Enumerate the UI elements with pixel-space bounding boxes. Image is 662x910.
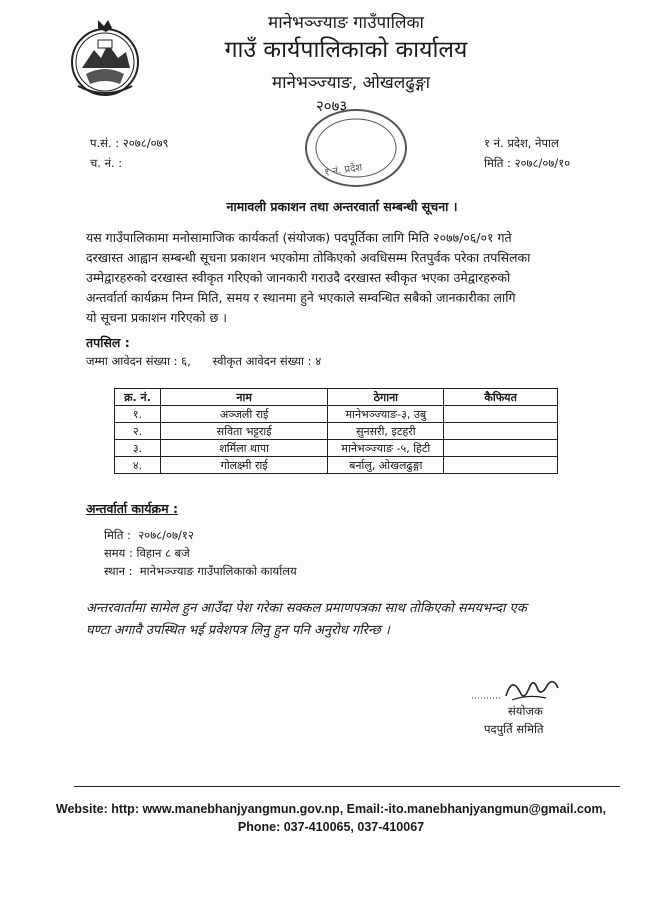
cell-name: अञ्जली राई (160, 406, 328, 423)
body-line: उम्मेद्वारहरुको दरखास्त स्वीकृत गरिएको जानकारी गराउदै दरखास्त स्वीकृत भएका उमेद्वारहरुको (86, 270, 511, 285)
body-line: यो सूचना प्रकाशन गरिएको छ । (86, 310, 227, 325)
body-line: दरखास्त आह्वान सम्बन्धी सूचना प्रकाशन भएकोमा तोकिएको अवधिसम्म रितपुर्वक परेका तपसिलका (86, 250, 531, 265)
request-line: अन्तरवार्तामा सामेल हुन आउँदा पेश गरेका सक्कल प्रमाणपत्रका साथ तोकिएको समयभन्दा एक (86, 601, 527, 616)
col-header-address: ठेगाना (328, 389, 444, 406)
cell-address: सुनसरी, इटहरी (328, 423, 444, 440)
candidate-table (114, 388, 558, 474)
cell-address: मानेभञ्ज्याङ-३, उबु (328, 406, 444, 423)
col-header-name: नाम (160, 389, 328, 406)
province-label: १ नं. प्रदेश, नेपाल (484, 136, 559, 150)
signature-mark (468, 672, 578, 708)
body-line: यस गाउँपालिकामा मनोसामाजिक कार्यकर्ता (संयोजक) पदपूर्तिका लागि मिति २०७७/०६/०१ गते (86, 230, 512, 245)
tapsil-label: तपसिल : (86, 335, 130, 350)
cell-name: गोलक्ष्मी राई (160, 457, 328, 474)
cell-address: मानेभञ्ज्याङ -५, हिटी (328, 440, 444, 457)
cell-name: सविता भट्टराई (160, 423, 328, 440)
notice-body (86, 228, 592, 328)
cell-sn: ३. (115, 440, 161, 457)
stamp-center-text: १ नं. प्रदेश (323, 162, 363, 179)
cell-remarks (444, 423, 558, 440)
cell-name: शर्मिला थापा (160, 440, 328, 457)
dispatch-number: च. नं. : (90, 156, 123, 170)
year-label: २०७३ (316, 97, 348, 115)
footer-phone: Phone: 037-410065, 037-410067 (237, 820, 425, 834)
application-counts: जम्मा आवेदन संख्या : ६, स्वीकृत आवेदन संख्या : ४ (86, 354, 322, 368)
office-stamp (300, 104, 412, 190)
col-header-sn: क्र. नं. (115, 389, 161, 406)
notice-date: मिति : २०७८/०७/१० (484, 156, 571, 170)
table-header-row (115, 389, 558, 406)
notice-title: नामावली प्रकाशन तथा अन्तरवार्ता सम्बन्धी सूचना । (226, 199, 458, 214)
cell-sn: १. (115, 406, 161, 423)
cell-sn: २. (115, 423, 161, 440)
body-line: अन्तर्वार्ता कार्यक्रम निम्न मिति, समय र स्थानमा हुने भएकाले सम्वन्धित सबैको जानकारीका लागि (86, 290, 516, 305)
office-name: गाउँ कार्यपालिकाको कार्यालय (224, 37, 468, 63)
interview-date: मिति : २०७८/०७/१२ (104, 528, 194, 542)
request-line: घण्टा अगावै उपस्थित भई प्रवेशपत्र लिनु हुन पनि अनुरोध गरिन्छ । (86, 623, 390, 638)
cell-remarks (444, 406, 558, 423)
footer-website-email: Website: http: www.manebhanjyangmun.gov.np, Email:-ito.manebhanjyangmun@gmail.com, (55, 802, 607, 816)
request-paragraph (86, 598, 606, 642)
table-row (115, 457, 558, 474)
footer-divider (74, 786, 620, 787)
col-header-remarks: कैफियत (444, 389, 558, 406)
interview-place: स्थान : मानेभञ्ज्याङ गाउँपालिकाको कार्यालय (104, 564, 297, 578)
cell-address: बर्नालु, ओखलढुङ्गा (328, 457, 444, 474)
signatory-committee: पदपुर्ति समिति (484, 722, 544, 736)
table-row (115, 406, 558, 423)
office-address: मानेभञ्ज्याङ, ओखलढुङ्गा (271, 73, 431, 93)
cell-sn: ४. (115, 457, 161, 474)
signatory-role: संयोजक (508, 704, 543, 718)
cell-remarks (444, 440, 558, 457)
interview-heading: अन्तर्वार्ता कार्यक्रम : (86, 501, 178, 516)
table-row (115, 440, 558, 457)
letter-number: प.सं. : २०७८/०७९ (90, 136, 169, 150)
interview-time: समय : विहान ८ बजे (104, 546, 190, 560)
municipality-name: मानेभञ्ज्याङ गाउँपालिका (268, 13, 424, 33)
table-row (115, 423, 558, 440)
cell-remarks (444, 457, 558, 474)
